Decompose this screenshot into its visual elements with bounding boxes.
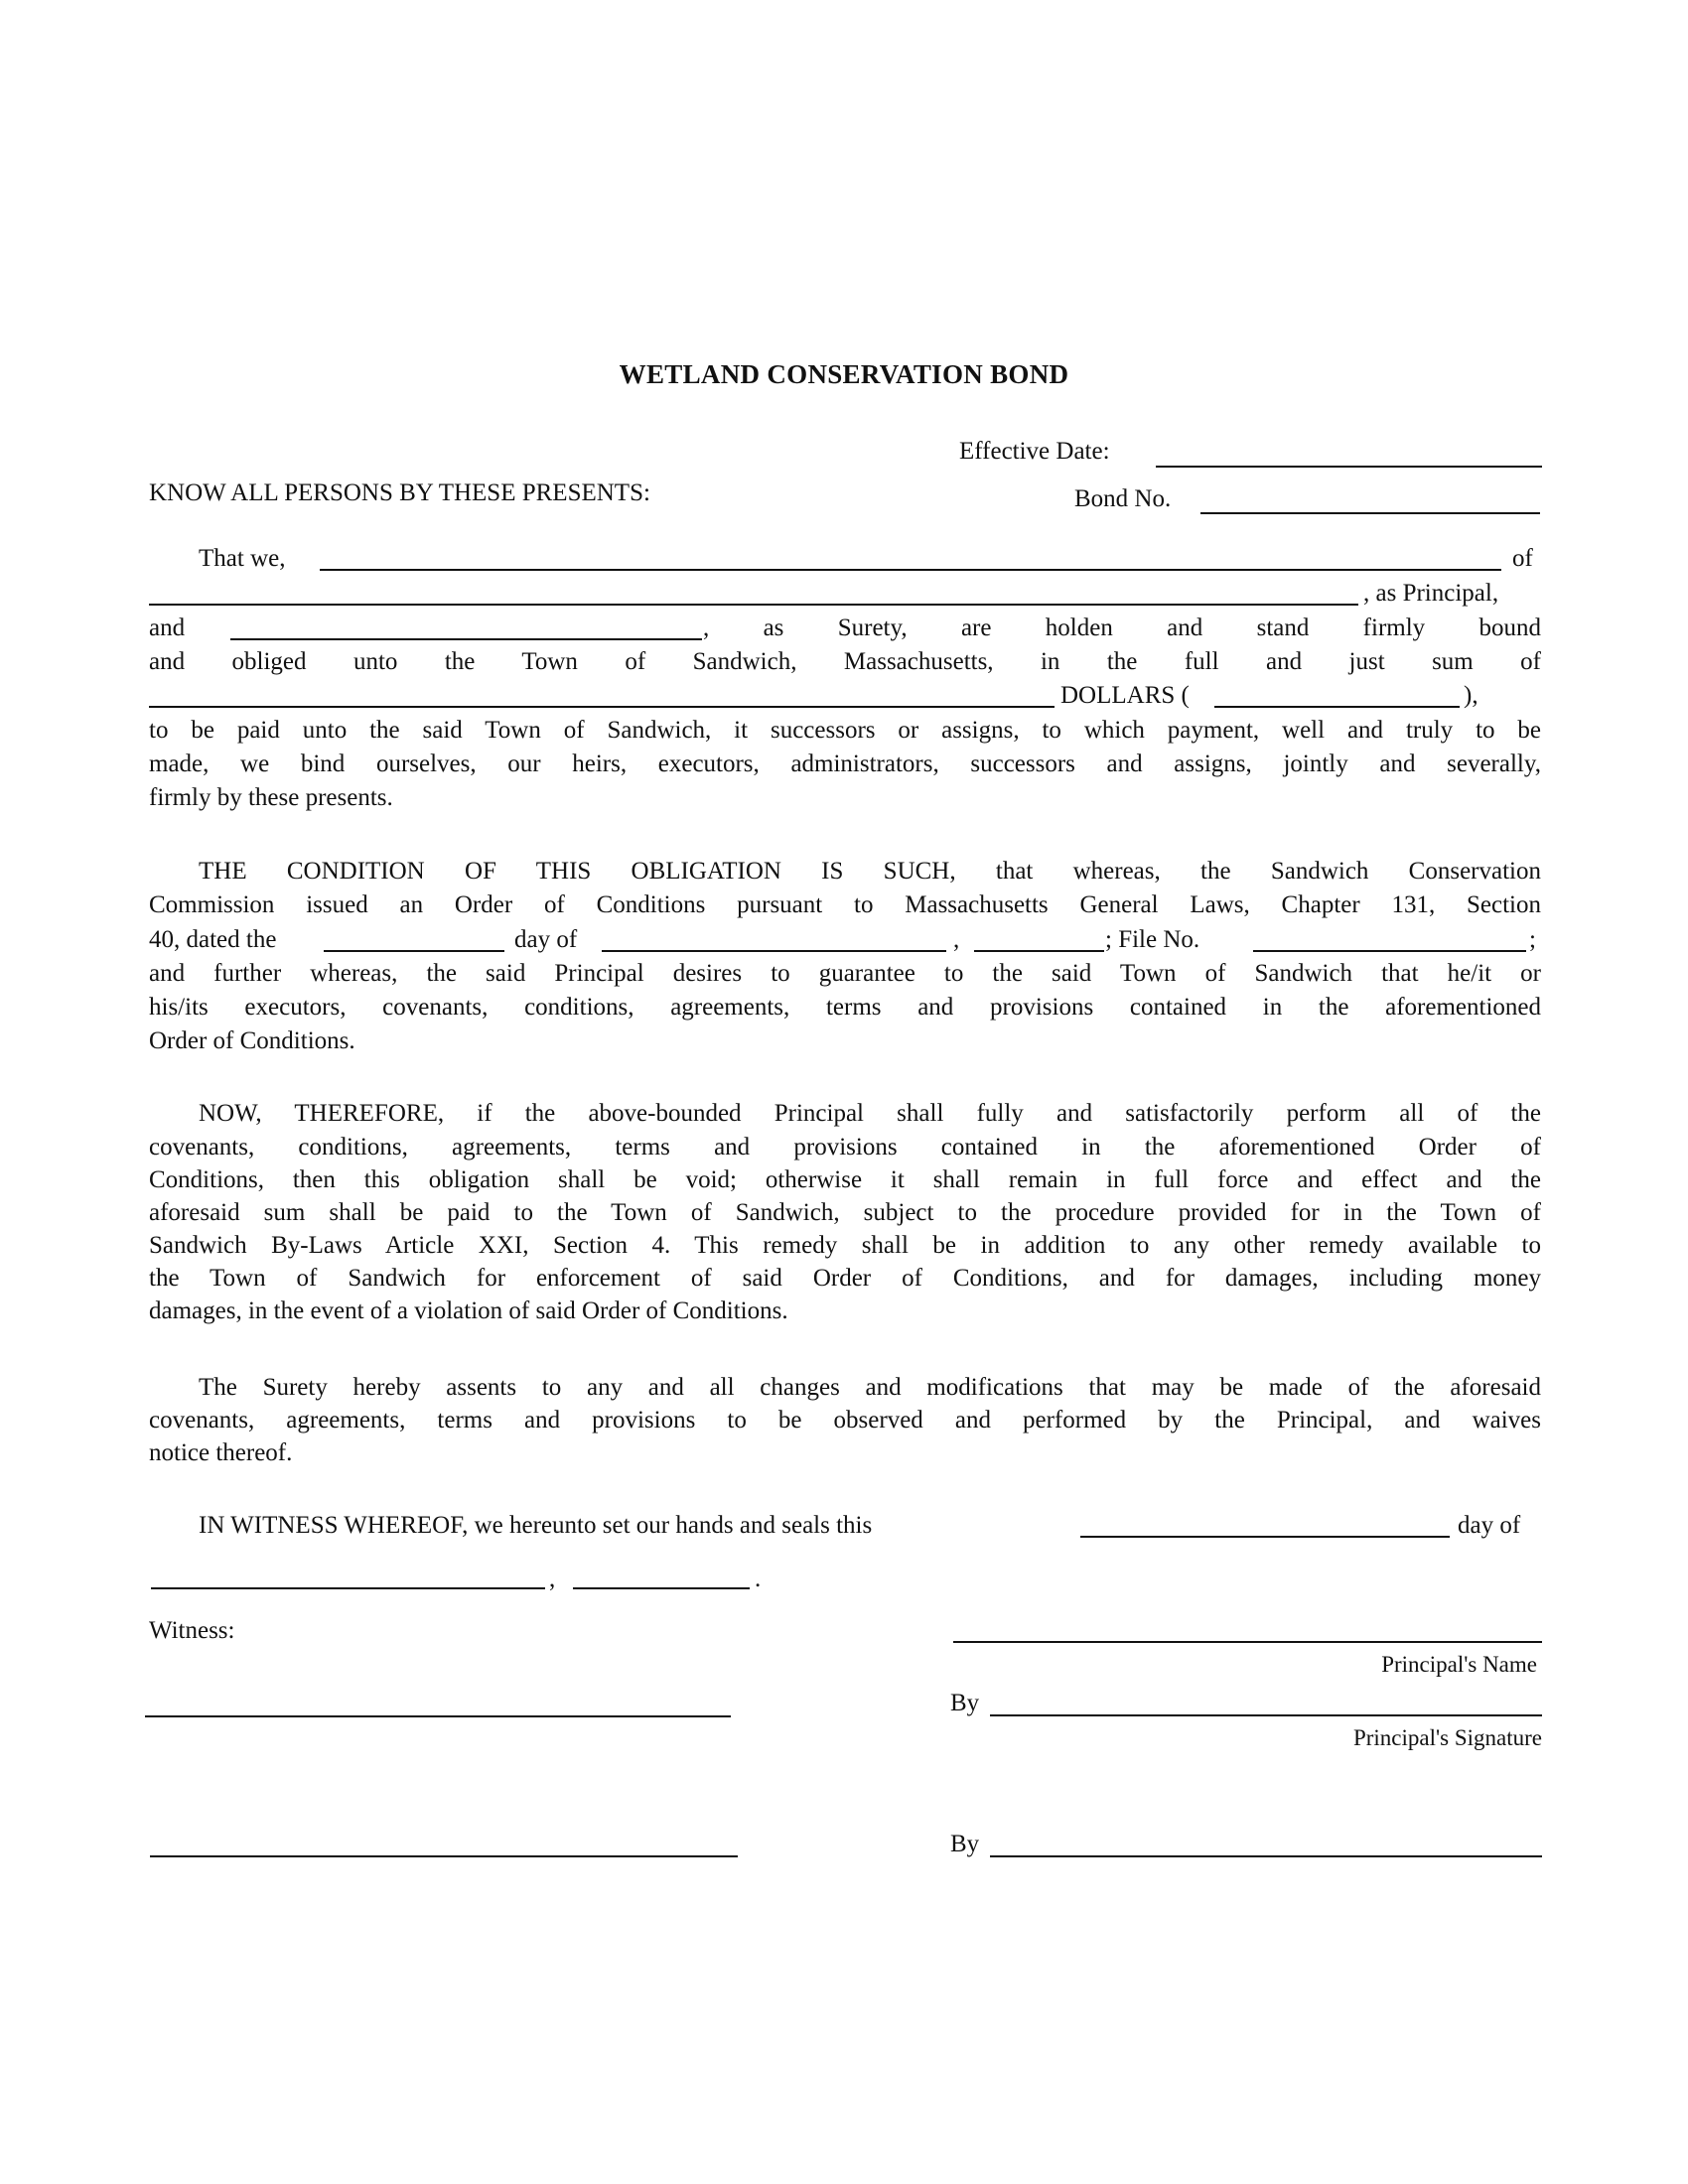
- day-of-text: day of: [514, 926, 578, 953]
- condition-line: THE CONDITION OF THIS OBLIGATION IS SUCH, that whereas, the Sandwich Conservation: [199, 858, 1541, 885]
- condition-line: Order of Conditions.: [149, 1027, 355, 1054]
- witness-day-of-text: day of: [1458, 1512, 1521, 1539]
- surety-name-field[interactable]: [230, 638, 702, 640]
- surety-line: notice thereof.: [149, 1439, 293, 1466]
- document-title: WETLAND CONSERVATION BOND: [619, 359, 1069, 389]
- second-signature-field[interactable]: [990, 1855, 1542, 1857]
- now-therefore-line: covenants, conditions, agreements, terms and provisions contained in the aforementioned Order of: [149, 1134, 1541, 1160]
- dollars-close-text: ),: [1464, 682, 1478, 709]
- principal-name-label: Principal's Name: [1381, 1652, 1537, 1677]
- effective-date-field[interactable]: [1156, 466, 1542, 468]
- by-label: By: [950, 1690, 980, 1716]
- bond-no-label: Bond No.: [1074, 485, 1172, 512]
- dated-the-text: 40, dated the: [149, 926, 277, 953]
- witness-comma-text: ,: [549, 1566, 556, 1592]
- dollars-text: DOLLARS (: [1060, 682, 1190, 709]
- semicolon-text: ;: [1529, 926, 1536, 953]
- that-we-text: That we,: [199, 545, 286, 572]
- by-label-2: By: [950, 1831, 980, 1857]
- now-therefore-line: aforesaid sum shall be paid to the Town of Sandwich, subject to the procedure provided for in the Town of: [149, 1199, 1541, 1226]
- obliged-line-text: and obliged unto the Town of Sandwich, Massachusetts, in the full and just sum of: [149, 648, 1541, 675]
- surety-line: The Surety hereby assents to any and all changes and modifications that may be made of the aforesaid: [199, 1374, 1541, 1401]
- now-therefore-line: Conditions, then this obligation shall be void; otherwise it shall remain in full force and effect and the: [149, 1166, 1541, 1193]
- principal-name-field[interactable]: [320, 569, 1501, 571]
- order-month-field[interactable]: [602, 950, 946, 952]
- and-text: and: [149, 614, 186, 641]
- effective-date-label: Effective Date:: [959, 438, 1110, 465]
- file-no-text: ; File No.: [1105, 926, 1200, 953]
- principal-address-field[interactable]: [149, 604, 1358, 606]
- surety-line: covenants, agreements, terms and provisions to be observed and performed by the Principal, and waives: [149, 1407, 1541, 1433]
- condition-line: and further whereas, the said Principal desires to guarantee to the said Town of Sandwich that he/it or: [149, 960, 1541, 987]
- file-no-field[interactable]: [1253, 950, 1526, 952]
- of-text: of: [1512, 545, 1533, 572]
- intro-line: firmly by these presents.: [149, 784, 393, 811]
- comma-text: ,: [953, 926, 960, 953]
- now-therefore-line: Sandwich By-Laws Article XXI, Section 4. This remedy shall be in addition to any other remedy available to: [149, 1232, 1541, 1259]
- witness-signature-field-1[interactable]: [145, 1715, 731, 1717]
- witness-day-field[interactable]: [1080, 1536, 1450, 1538]
- as-principal-text: , as Principal,: [1363, 580, 1499, 607]
- condition-line: Commission issued an Order of Conditions pursuant to Massachusetts General Laws, Chapter 131, Section: [149, 891, 1541, 918]
- now-therefore-line: damages, in the event of a violation of said Order of Conditions.: [149, 1297, 788, 1324]
- intro-line: made, we bind ourselves, our heirs, executors, administrators, successors and assigns, jointly and severally,: [149, 751, 1541, 777]
- now-therefore-line: NOW, THEREFORE, if the above-bounded Principal shall fully and satisfactorily perform all of the: [199, 1100, 1541, 1127]
- know-all-persons-heading: KNOW ALL PERSONS BY THESE PRESENTS:: [149, 479, 650, 506]
- witness-year-field[interactable]: [573, 1587, 750, 1589]
- principal-signature-label: Principal's Signature: [1352, 1725, 1542, 1750]
- witness-signature-field-2[interactable]: [150, 1855, 738, 1857]
- witness-month-field[interactable]: [151, 1587, 545, 1589]
- sum-amount-field[interactable]: [1214, 706, 1460, 708]
- condition-line: his/its executors, covenants, conditions, agreements, terms and provisions contained in the aforementioned: [149, 994, 1541, 1021]
- order-year-field[interactable]: [974, 950, 1104, 952]
- in-witness-text: IN WITNESS WHEREOF, we hereunto set our hands and seals this: [199, 1512, 873, 1539]
- surety-line-text: , as Surety, are holden and stand firmly bound: [703, 614, 1541, 641]
- order-day-field[interactable]: [324, 950, 504, 952]
- witness-period-text: .: [755, 1566, 762, 1592]
- principal-signature-field[interactable]: [990, 1714, 1542, 1716]
- bond-no-field[interactable]: [1200, 512, 1540, 514]
- principal-name-signature-field[interactable]: [953, 1641, 1542, 1643]
- sum-words-field[interactable]: [149, 706, 1055, 708]
- intro-line: to be paid unto the said Town of Sandwich, it successors or assigns, to which payment, well and truly to be: [149, 717, 1541, 744]
- witness-label: Witness:: [149, 1617, 235, 1644]
- now-therefore-line: the Town of Sandwich for enforcement of said Order of Conditions, and for damages, including money: [149, 1265, 1541, 1292]
